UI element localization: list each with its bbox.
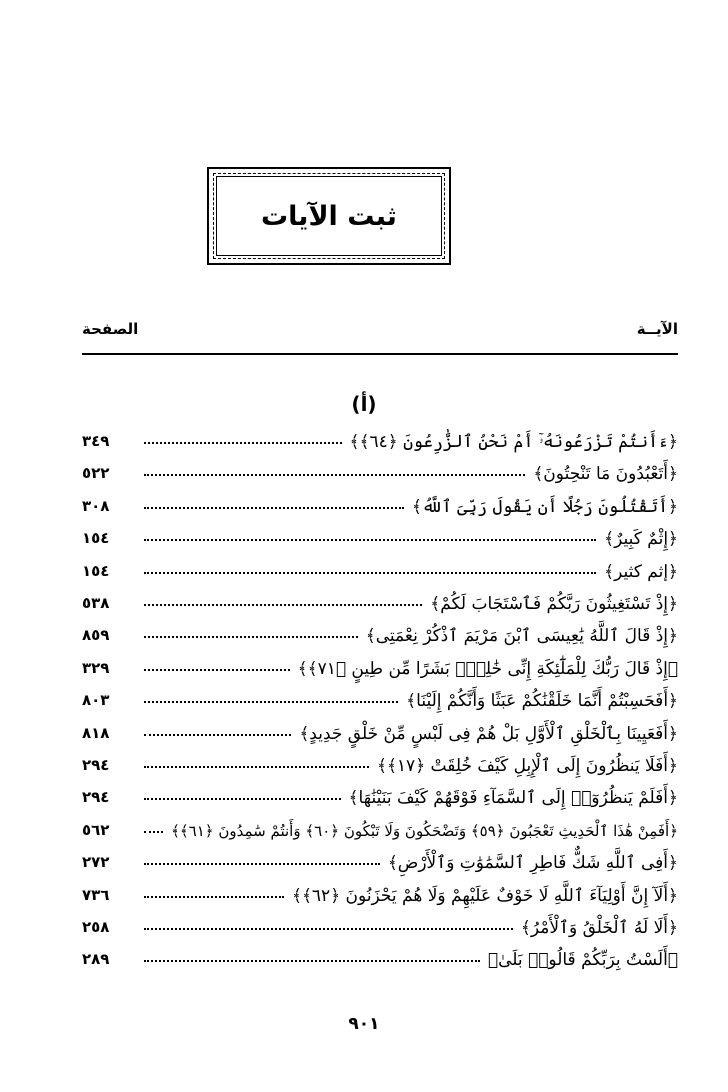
entry-verse-text: ﴿إِذْ قَالَ ٱللَّهُ يَٰعِيسَى ٱبْنَ مَرْيَمَ ٱذْكُرْ نِعْمَتِى﴾	[365, 626, 678, 647]
entry-leader-dots	[144, 474, 525, 476]
page-title: ثبت الآيات	[261, 200, 397, 232]
entry-verse-text: ﴿أَفَحَسِبْتُمْ أَنَّمَا خَلَقْنَٰكُمْ عَبَثًا وَأَنَّكُمْ إِلَيْنَا﴾	[406, 691, 678, 712]
entry-leader-dots	[144, 798, 341, 800]
entry-page-number: ٥٦٢	[82, 820, 110, 839]
entry-verse-text: ﴿أَفَعَيِينَا بِٱلْخَلْقِ ٱلْأَوَّلِ بَلْ هُمْ فِى لَبْسٍ مِّنْ خَلْقٍ جَدِيدٍ﴾	[299, 723, 678, 744]
entry-verse-text: ﴿ءَأَنتُمْ تَزْرَعُونَهُۥٓ أَمْ نَحْنُ ٱلزَّٰرِعُونَ ﴿٦٤﴾﴾	[349, 432, 678, 452]
title-frame-box	[216, 176, 442, 256]
entry-page-number: ٢٥٨	[82, 918, 110, 936]
entry-verse-text: ﴿أَتَقْتُلُونَ رَجُلًا أَن يَقُولَ رَبِّىَ ٱللَّهُ﴾	[411, 496, 678, 517]
entry-verse-text: ﴿أَلَآ إِنَّ أَوْلِيَآءَ ٱللَّهِ لَا خَوْفٌ عَلَيْهِمْ وَلَا هُمْ يَحْزَنُونَ ﴿٦٢﴾﴾	[292, 885, 678, 906]
title-frame	[207, 167, 451, 265]
entry-page-number: ٢٧٢	[82, 853, 110, 872]
index-entry	[82, 558, 678, 590]
entry-leader-dots	[144, 669, 290, 671]
entry-page-number: ٨٥٩	[82, 626, 110, 645]
entry-verse-text: ﴿أَلَسْتُ بِرَبِّكُمْ قَالُوا۟ بَلَىٰ﴾	[487, 950, 678, 971]
index-entry	[82, 817, 678, 849]
entry-page-number: ٢٨٩	[82, 950, 110, 969]
column-header-page: الصفحة	[82, 320, 139, 338]
index-entry	[82, 720, 678, 752]
page-number: ٩٠١	[348, 1014, 380, 1034]
entry-page-number: ١٥٤	[82, 529, 110, 548]
index-entry	[82, 428, 678, 460]
entry-leader-dots	[144, 701, 398, 703]
entry-page-number: ٥٢٢	[82, 464, 110, 483]
entry-leader-dots	[144, 636, 358, 638]
entry-leader-dots	[144, 896, 284, 898]
entry-verse-text: ﴿أَفَلَمْ يَنظُرُوٓا۟ إِلَى ٱلسَّمَآءِ فَوْقَهُمْ كَيْفَ بَنَيْنَٰهَا﴾	[348, 788, 678, 809]
section-letter: (أ)	[351, 392, 377, 416]
entry-leader-dots	[144, 863, 380, 865]
index-entry	[82, 914, 678, 946]
index-entry	[82, 946, 678, 978]
index-entry	[82, 525, 678, 557]
entry-leader-dots	[144, 442, 342, 444]
entry-verse-text: ﴿إِثْمٌ كَبِيرٌ﴾	[604, 529, 678, 550]
entry-verse-text: ﴿أَلَا لَهُ ٱلْخَلْقُ وَٱلْأَمْرُ﴾	[520, 918, 678, 938]
entry-page-number: ٨١٨	[82, 723, 110, 742]
index-entry	[82, 460, 678, 492]
entry-verse-text: ﴿أَتَعْبُدُونَ مَا تَنْحِتُونَ﴾	[533, 464, 678, 485]
index-entry	[82, 655, 678, 687]
index-entry	[82, 849, 678, 881]
entry-verse-text: ﴿أَفَلَا يَنظُرُونَ إِلَى ٱلْإِبِلِ كَيْفَ خُلِقَتْ ﴿١٧﴾﴾	[377, 756, 678, 776]
index-entry	[82, 622, 678, 654]
entry-verse-text: ﴿أَفَمِنْ هَٰذَا ٱلْحَدِيثِ تَعْجَبُونَ ﴿٥٩﴾ وَتَضْحَكُونَ وَلَا تَبْكُونَ ﴿٦٠﴾ وَأَنتُمْ سَٰمِدُونَ ﴿٦١﴾﴾	[171, 821, 678, 840]
entry-leader-dots	[144, 766, 369, 768]
index-entry	[82, 493, 678, 525]
entry-leader-dots	[144, 734, 291, 736]
entry-leader-dots	[144, 507, 404, 509]
entry-leader-dots	[144, 572, 596, 574]
entry-page-number: ٣٤٩	[82, 432, 110, 450]
entry-page-number: ٣٠٨	[82, 496, 110, 515]
index-entry	[82, 882, 678, 914]
entry-verse-text: ﴿إِذْ قَالَ رَبُّكَ لِلْمَلَٰٓئِكَةِ إِنِّى خَٰلِقٌۢ بَشَرًا مِّن طِينٍ ﴿٧١﴾﴾	[297, 658, 678, 679]
entry-leader-dots	[144, 539, 596, 541]
entry-leader-dots	[144, 604, 422, 606]
column-header-row	[82, 320, 678, 342]
entry-leader-dots	[144, 831, 163, 833]
entry-page-number: ٣٢٩	[82, 658, 110, 677]
entry-page-number: ٢٩٤	[82, 756, 110, 774]
entry-page-number: ٧٣٦	[82, 885, 110, 904]
index-entry	[82, 784, 678, 816]
entry-page-number: ١٥٤	[82, 561, 110, 580]
header-rule	[82, 353, 678, 355]
entry-verse-text: ﴿أَفِى ٱللَّهِ شَكٌّ فَاطِرِ ٱلسَّمَٰوَٰتِ وَٱلْأَرْضِ﴾	[387, 853, 678, 874]
entry-page-number: ٥٣٨	[82, 594, 110, 612]
entry-verse-text: ﴿إِذْ تَسْتَغِيثُونَ رَبَّكُمْ فَٱسْتَجَابَ لَكُمْ﴾	[430, 594, 678, 614]
index-entry	[82, 590, 678, 622]
entry-leader-dots	[144, 960, 480, 962]
column-header-verse: الآيــة	[636, 320, 678, 338]
index-entry	[82, 752, 678, 784]
index-entry	[82, 687, 678, 719]
entry-page-number: ٢٩٤	[82, 788, 110, 807]
entry-leader-dots	[144, 928, 513, 930]
entry-verse-text: ﴿إثم كثير﴾	[604, 561, 678, 582]
entry-page-number: ٨٠٣	[82, 691, 110, 710]
